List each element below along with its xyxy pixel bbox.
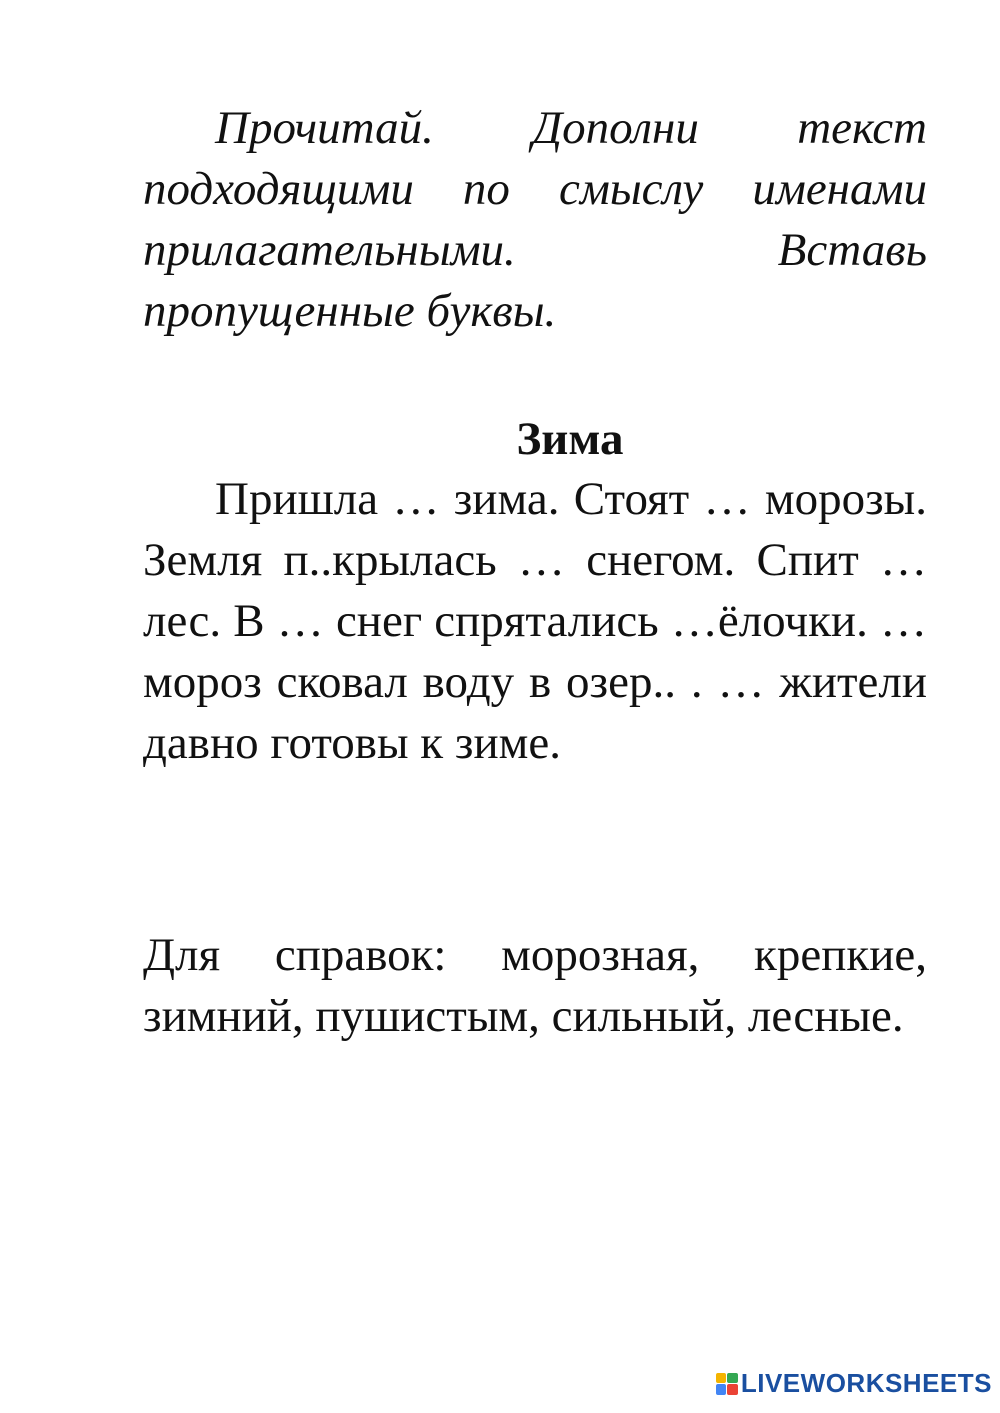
liveworksheets-logo[interactable] bbox=[716, 1368, 992, 1399]
liveworksheets-logo-icon bbox=[716, 1373, 738, 1395]
reference-words: Для справок: морозная, крепкие, зимний, пушистым, сильный, лесные. bbox=[143, 929, 927, 1042]
story-body: Пришла … зима. Стоят … морозы. Земля п..крылась … снегом. Спит … лес. В … снег спрятались …ёлочки. … мороз сковал воду в озер.. . … жители давно готовы к зиме. bbox=[143, 473, 927, 769]
story-title: Зима bbox=[516, 413, 624, 465]
logo-square-red bbox=[727, 1384, 738, 1395]
logo-square-blue bbox=[716, 1384, 727, 1395]
instruction-text: Прочитай. Дополни текст подходящими по смыслу именами прилагательными. Вставь пропущенные буквы. bbox=[143, 102, 927, 337]
logo-square-green bbox=[727, 1373, 738, 1384]
liveworksheets-logo-text: LIVEWORKSHEETS bbox=[740, 1368, 992, 1398]
logo-square-yellow bbox=[716, 1373, 727, 1384]
